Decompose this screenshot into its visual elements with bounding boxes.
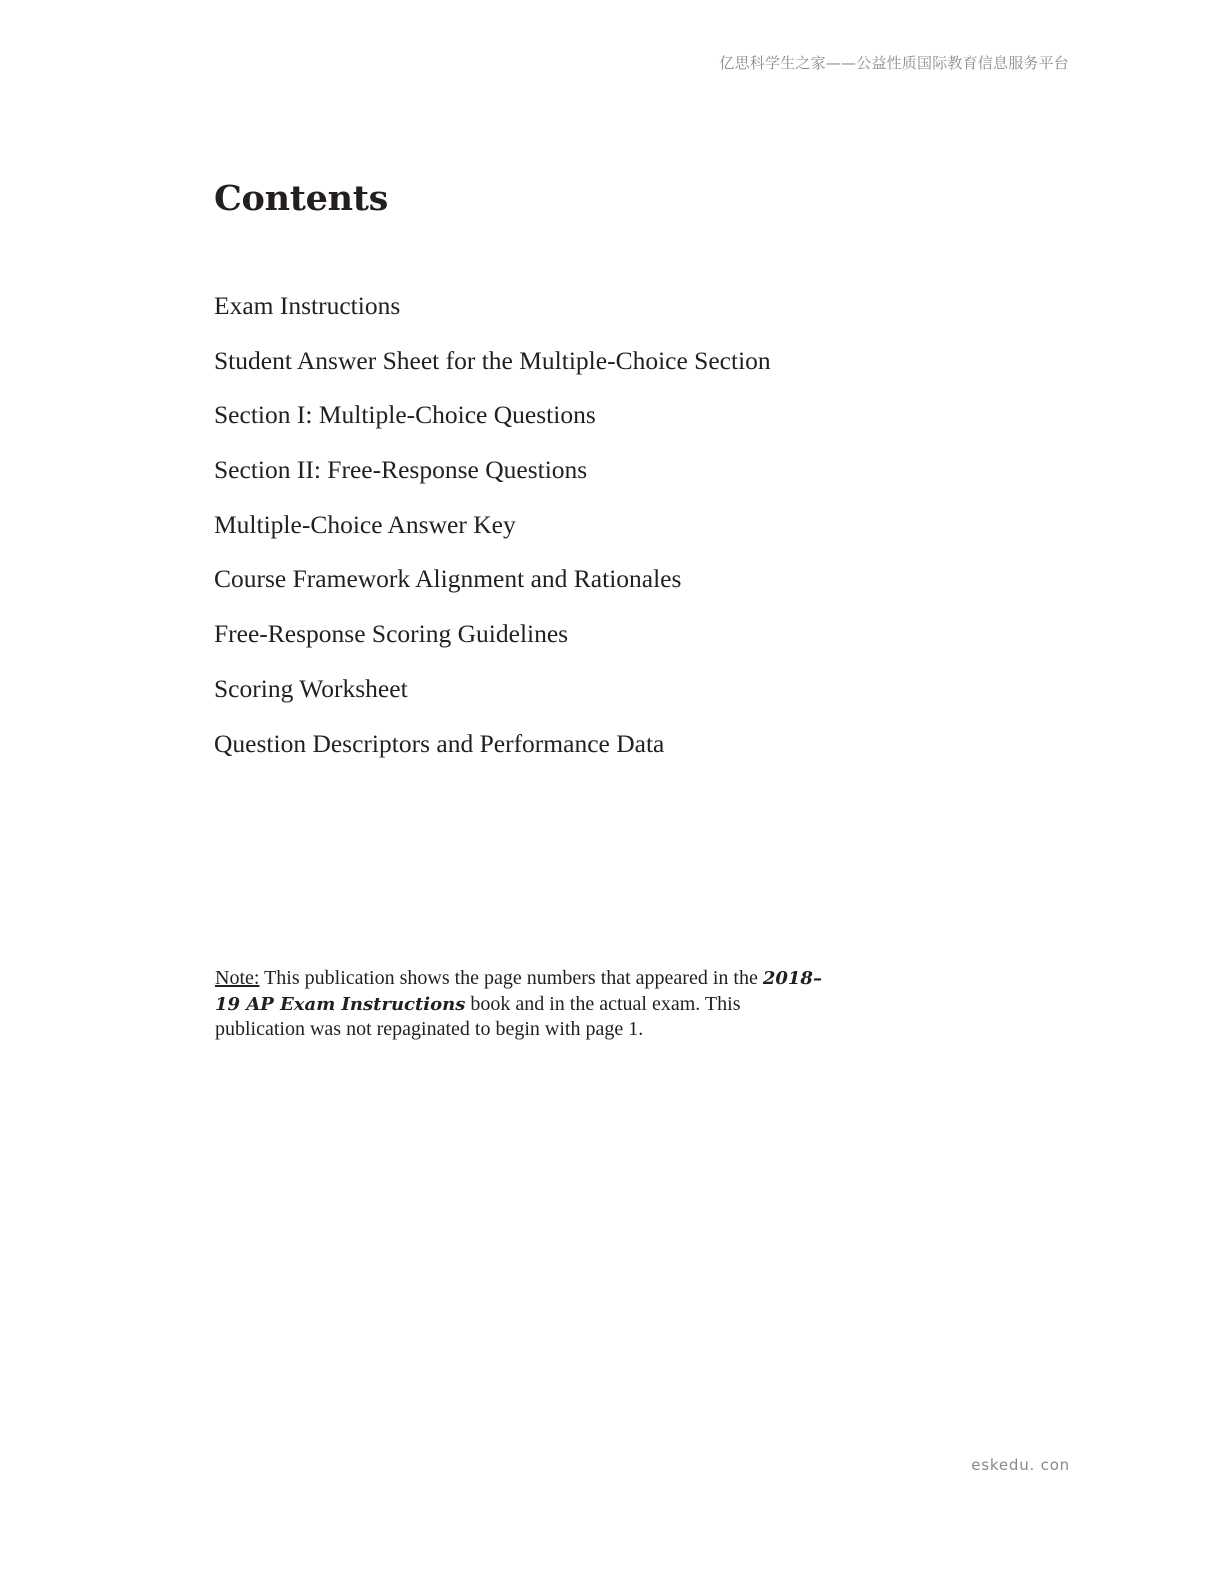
note-label: Note: <box>215 967 260 989</box>
note-text-before: This publication shows the page numbers that appeared in the <box>259 967 763 989</box>
table-of-contents <box>214 288 771 780</box>
toc-item-course-framework: Course Framework Alignment and Rationales <box>214 564 682 594</box>
footer-watermark: eskedu. con <box>971 1456 1070 1474</box>
header-watermark: 亿思科学生之家——公益性质国际教育信息服务平台 <box>719 54 1069 72</box>
toc-item-question-descriptors: Question Descriptors and Performance Data <box>214 728 665 758</box>
publication-note <box>215 966 835 1043</box>
note-emphasis: 2018–19 AP Exam Instructions <box>215 968 822 1015</box>
toc-item-answer-key: Multiple-Choice Answer Key <box>214 509 516 539</box>
toc-item-section-1-multiple-choice: Section I: Multiple-Choice Questions <box>214 400 596 430</box>
page-title: Contents <box>214 178 389 219</box>
toc-item-scoring-guidelines: Free-Response Scoring Guidelines <box>214 619 569 649</box>
toc-item-student-answer-sheet: Student Answer Sheet for the Multiple-Choice Section <box>214 345 771 375</box>
toc-item-section-2-free-response: Section II: Free-Response Questions <box>214 455 588 485</box>
toc-item-scoring-worksheet: Scoring Worksheet <box>214 673 408 703</box>
toc-item-exam-instructions: Exam Instructions <box>214 291 401 320</box>
note-text-after: book and in the actual exam. This publication was not repaginated to begin with page 1. <box>215 992 741 1041</box>
